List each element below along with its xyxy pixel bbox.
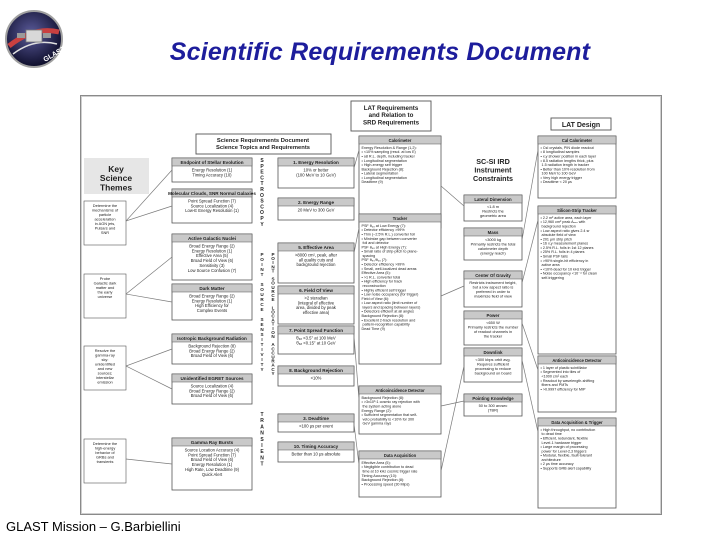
science-theme-box-body: Source Location Accuracy (4) Point Spread Function (7) Broad Field of View (6) Energy Resolution (1) High Rate, Low Deadtime (9) Quick Alert — [184, 447, 240, 477]
science-theme-box-body: Broad Energy Range (2) Energy Resolution (1) High Efficiency for Complex Events — [189, 293, 235, 314]
subsystem-constraint-connector — [441, 286, 464, 296]
lat-subsystem-requirement-box-body: PSF θ₆₈ at Low Energy (7): • Detector efficiency >99% • Thin (~2.5% R.L.) converter foil • Minimize gap between converter foil and detector PSF θ₆₈ at High Energy (7): • Small ratio of strip-pitch to plane- spacing PSF θ₉₅/θ₆₈ (7): • Detector efficiency >99% • Small, well-localized dead areas Effective Area (5): • >1 R.L. converter total • High efficiency for track reconstruction • Highly efficient self trigger • Low noise occupancy (for trigger) Field of View (6): • Low aspect ratio (limit number of layers and spacing between layers) • Detectors efficient at all angles Background Rejection (8): • Excellent 2-track resolution and pattern-recognition capability Dead Time (9) — [361, 223, 421, 331]
subsystem-constraint-connector — [441, 401, 464, 406]
instrument-constraints-header: SC-SI IRD Instrument Constraints — [473, 157, 513, 183]
srd-requirement-box-body: >2 steradian (integral of effective area, divided by peak effective area) — [296, 295, 336, 316]
logo-text: GLAST — [42, 45, 65, 64]
science-theme-box-label: Endpoint of Stellar Evolution — [180, 159, 244, 165]
goal-text: Determine the mechanisms of particle acceleration in AGN jets, Pulsars and SNR — [91, 203, 119, 235]
instrument-constraint-box-body: <650 W Primarily restricts the number of readout channels in the tracker — [467, 320, 519, 339]
srd-requirement-box-label: 3. Deadtime — [303, 415, 329, 421]
req-subsystem-connector — [354, 150, 359, 168]
lat-design-box-body: • CsI crystals, PIN diode readout • 8 longitudinal samples • x,y shower position in each layer • 8.5 radiation lengths thick, plus 1.5 radiation length in tracker • Better than 10% resolution from 100 MeV to 100 GeV • Very high energy trigger • Deadtime < 20 μs — [540, 145, 597, 185]
srd-requirement-box-label: 7. Point Spread Function — [288, 327, 344, 333]
lat-design-box-body: • 1 layer of plastic scintillator • Segmented into tiles of <1000 cm² each • Readout by wavelength-shifting fibers and PMTs • >0.9997 efficiency for MIP — [540, 365, 595, 392]
transient-label: T R A N S I E N T — [260, 412, 264, 468]
lat-subsystem-requirement-box-label: Data Acquisition — [383, 452, 417, 458]
lat-design-header: LAT Design — [561, 122, 601, 129]
req-subsystem-connector — [354, 228, 359, 253]
science-theme-box-label: Unidentified EGRET Sources — [180, 375, 244, 381]
science-theme-box-body: Energy Resolution (1) Timing Accuracy (10) — [191, 167, 233, 178]
science-theme-box-body: Background Rejection (8) Broad Energy Range (2) Broad Field of View (6) — [188, 343, 236, 359]
lat-design-box-label: Silicon-Strip Tracker — [557, 207, 597, 213]
instrument-constraint-box-label: Lateral Dimension — [474, 196, 512, 202]
srd-requirement-box-body: <10% — [310, 375, 322, 381]
req-subsystem-connector — [354, 424, 359, 465]
goal-text: Determine the high-energy behavior of GRBs and transients — [92, 441, 118, 464]
science-theme-box-body: Point Spread Function (7) Source Localization (4) Low-E Energy Resolution (1) — [185, 198, 239, 214]
spectroscopy-label: S P E C T R O S C O P Y — [260, 158, 264, 228]
instrument-constraint-box-body: <300 kbps orbit avg. Requires sufficient processing to reduce background on board — [474, 357, 512, 376]
lat-requirements-header: LAT Requirements and Relation to SRD Requirements — [362, 105, 420, 127]
instrument-constraint-box-label: Pointing Knowledge — [472, 395, 514, 401]
srd-requirement-box-label: 5. Effective Area — [298, 244, 334, 250]
instrument-constraint-box-body: <3000 kg Primarily restricts the total calorimeter depth (energy reach) — [470, 237, 516, 256]
constraint-design-connector — [522, 323, 538, 370]
science-theme-box-body: Source Localization (4) Broad Energy Range (2) Broad Field of View (6) — [189, 383, 235, 399]
goal-text: Resolve the gamma-ray sky: unidentified and new sources; interstellar emission — [94, 348, 116, 385]
science-theme-box-body: Broad Energy Range (2) Energy Resolution (1) Effective Area (5) Broad Field of View (6) Sensitivity (3) Low Source Confusion (7) — [187, 243, 237, 273]
srd-requirement-box-label: 10. Timing Accuracy — [293, 443, 339, 449]
srd-requirement-box-body: θ₆₈ <3.5° at 100 MeV θ₆₈ <0.15° at 10 GeV — [296, 335, 336, 346]
constraint-design-connector — [522, 360, 538, 432]
lat-design-box-label: Cal Calorimeter — [561, 137, 593, 143]
subsystem-constraint-connector — [441, 366, 464, 471]
instrument-constraint-box-body: 50 to 300 arcsec (TBR) — [478, 403, 508, 413]
srd-requirement-box-label: 1. Energy Resolution — [293, 159, 339, 165]
goal-theme-connector — [126, 294, 172, 302]
goal-theme-connector — [126, 257, 172, 294]
goal-text: Probe Galactic dark matter and the early universe — [93, 276, 117, 299]
science-theme-box-label: Isotropic Background Radiation — [177, 335, 247, 341]
srd-requirement-box-body: 10% or better (100 MeV to 10 GeV) — [296, 167, 336, 178]
srd-requirement-box-body: 20 MeV to 300 GeV — [297, 207, 335, 213]
srd-requirement-box-label: 6. Field Of View — [299, 287, 333, 293]
goal-theme-connector — [126, 459, 172, 464]
key-themes-label: Key Science Themes — [99, 164, 133, 193]
slide-footer: GLAST Mission – G.Barbiellini — [6, 519, 181, 534]
srd-header: Science Requirements Document Science Topics and Requirements — [216, 138, 310, 151]
instrument-constraint-box-body: <1.8 m Restricts the geometric area — [480, 204, 506, 219]
science-theme-box-label: Active Galactic Nuclei — [187, 235, 237, 241]
instrument-constraint-box-label: Downlink — [483, 349, 503, 355]
point-source-location-label: P O I N T S O U R C E L O C A T I O N A C C U R A C Y — [271, 252, 275, 376]
lat-subsystem-requirement-box-label: Anticoincidence Detector — [375, 387, 425, 393]
lat-subsystem-requirement-box-label: Tracker — [392, 215, 408, 221]
constraint-design-connector — [522, 220, 538, 283]
lat-design-box-label: Anticoincidence Detector — [552, 357, 602, 363]
goal-theme-connector — [126, 366, 172, 389]
goal-theme-connector — [126, 349, 172, 366]
science-theme-box-label: Dark Matter — [199, 285, 225, 291]
srd-requirement-box-body: <100 μs per event — [299, 423, 333, 429]
lat-design-box-body: • 2.2 m² active area, each layer • 12,960 cm² peak Aₑₒₒ with background rejection • Low aspect ratio gives 2.4 sr absolute field of view • 201 μm strip pitch • 16 x,y measurement planes • 2.5% R.L. foils in 1st 12 planes • 25% R.L. foils in 4 planes • Small PSF tails • >90% single-hit efficiency in active area • <10% dead for 10 kHz trigger • Noise occupancy <10⁻⁴ for clean self-triggering — [540, 215, 597, 280]
constraint-design-connector — [522, 150, 538, 240]
instrument-constraint-box-label: Power — [486, 312, 500, 318]
srd-requirement-box-label: 2. Energy Range — [298, 199, 334, 205]
lat-design-box-body: • High throughput, no contribution to dead time • Efficient, redundant, flexible Level-1 hardware trigger • Large margin of processing power for Level-2,3 triggers • Modular, flexible, fault-tolerant architecture • 2 μs time accuracy • Supports GRB alert capability — [540, 427, 596, 471]
lat-design-box-label: Data Acquisition & Trigger — [551, 419, 603, 425]
glast-logo — [3, 8, 65, 70]
srd-requirement-box-body: Better than 10 μs absolute — [291, 451, 341, 457]
srd-requirement-box-body: >8000 cm², peak, after all quality cuts and background rejection — [294, 252, 338, 268]
subsystem-constraint-connector — [441, 186, 464, 206]
science-theme-box-label: Molecular Clouds, SNR Normal Galaxies — [168, 190, 256, 196]
requirements-diagram — [80, 95, 662, 515]
science-theme-box-label: Gamma Ray Bursts — [190, 439, 234, 445]
diagram-canvas — [81, 96, 661, 514]
instrument-constraint-box-label: Mass — [487, 229, 499, 235]
srd-requirement-box-label: 8. Background Rejection — [289, 367, 343, 373]
lat-subsystem-requirement-box-body: Effective Area (5): • Negligible contribution to dead time at 10 kHz cosmic trigger rate Timing Accuracy (10): Background Rejection (8): • Processing speed (30 Mips) — [361, 460, 418, 487]
instrument-constraint-box-body: Restricts instrument height, but a low aspect ratio is preferred in order to maximize field of view — [469, 280, 517, 299]
lat-subsystem-requirement-box-body: Background Rejection (8): • >3x10⁵:1 cosmic ray rejection with the system acting alone Energy Range (2): • Sufficient segmentation that self- veto probability is <10% for 300 GeV gamma rays — [361, 395, 420, 426]
point-source-sensitivity-label: P O I N T S O U R C E S E N S I T I V I T Y — [260, 252, 264, 372]
lat-subsystem-requirement-box-body: Energy Resolution & Range (1,2): • <10% sampling (resol. at low E) • ≥8 R.L. depth, including tracker • Longitudinal segmentation • High-energy self trigger Background Rejection (8): • Lateral segmentation • Longitudinal segmentation Deadtime (9) — [361, 145, 417, 185]
instrument-constraint-box-label: Center Of Gravity — [475, 272, 511, 278]
slide-title: Scientific Requirements Document — [169, 38, 591, 66]
lat-subsystem-requirement-box-label: Calorimeter — [388, 137, 412, 143]
req-subsystem-connector — [354, 336, 359, 400]
